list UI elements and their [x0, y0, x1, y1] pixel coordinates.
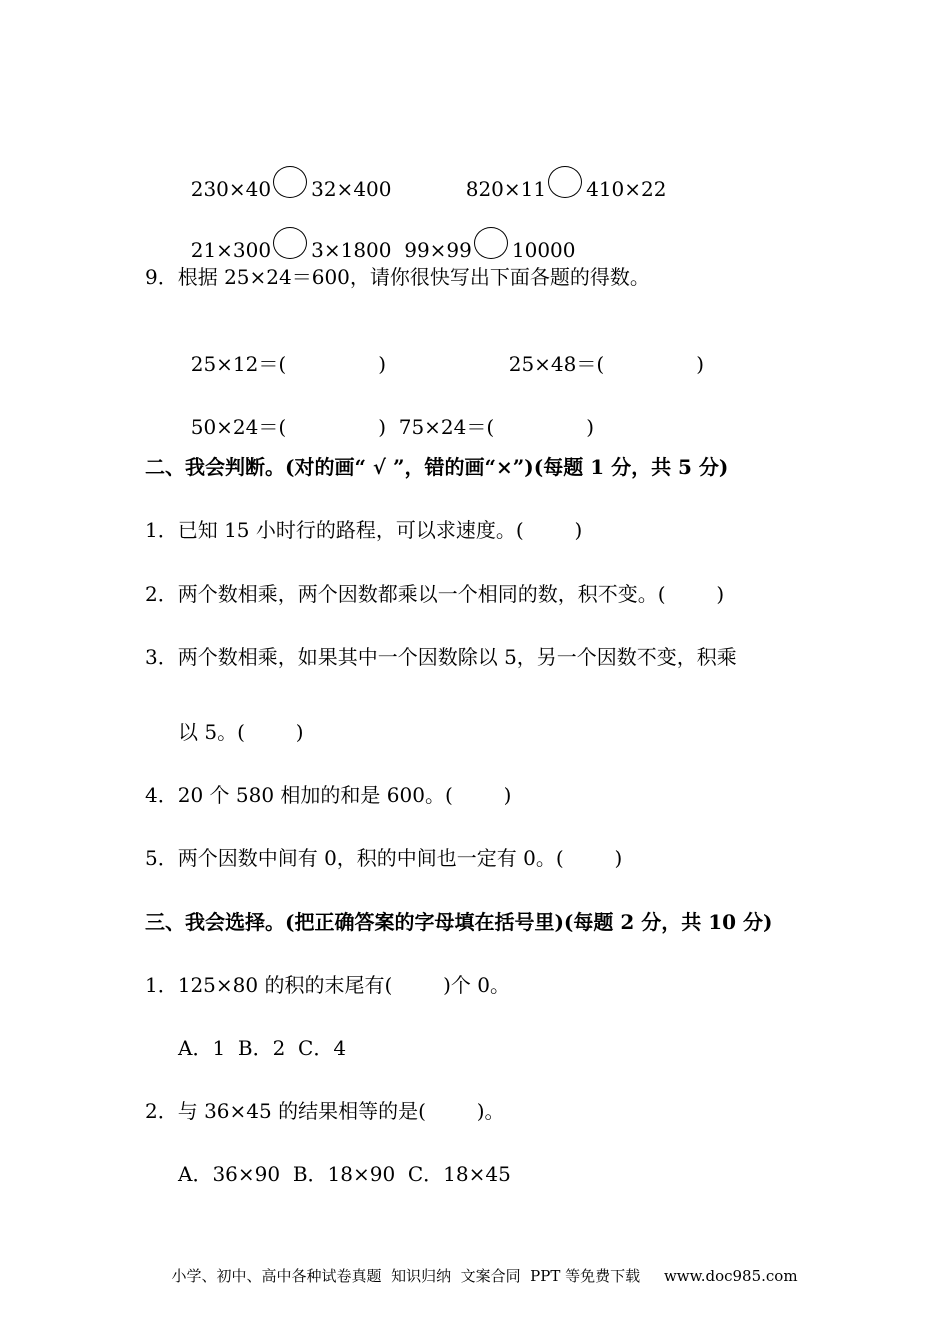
compare-expr: 10000 — [511, 238, 576, 262]
section2-heading: 二、我会判断。(对的画“ √ ”，错的画“×”)(每题 1 分，共 5 分) — [145, 455, 729, 479]
judge-item-3-cont[interactable]: 以 5。( ) — [178, 720, 304, 744]
compare-expr: 820×11 — [465, 177, 547, 201]
section3-heading: 三、我会选择。(把正确答案的字母填在括号里)(每题 2 分，共 10 分) — [145, 910, 773, 934]
compare-circle-blank[interactable] — [548, 166, 582, 198]
compare-circle-blank[interactable] — [273, 166, 307, 198]
page-footer — [162, 1246, 798, 1286]
compare-expr: 3×1800 — [311, 238, 392, 262]
choice-q1-options: A．1 B．2 C．4 — [178, 1036, 347, 1060]
q9-item-row2: 50×24＝( ) 75×24＝( ) — [190, 415, 594, 439]
footer-url[interactable]: www.doc985.com — [663, 1267, 798, 1285]
judge-item-4[interactable]: 4．20 个 580 相加的和是 600。( ) — [145, 783, 512, 807]
judge-item-5[interactable]: 5．两个因数中间有 0，积的中间也一定有 0。( ) — [145, 846, 623, 870]
footer-text: 小学、初中、高中各种试卷真题 知识归纳 文案合同 PPT 等免费下载 — [171, 1267, 641, 1285]
judge-item-3: 3．两个数相乘，如果其中一个因数除以 5，另一个因数不变，积乘 — [145, 645, 737, 669]
judge-item-1[interactable]: 1．已知 15 小时行的路程，可以求速度。( ) — [145, 518, 583, 542]
compare-expr: 21×300 — [190, 238, 272, 262]
q9-item: 25×12＝( ) — [190, 352, 386, 376]
compare-row-1 — [178, 142, 392, 201]
compare-expr: 99×99 — [404, 238, 472, 262]
choice-q1-stem[interactable]: 1．125×80 的积的末尾有( )个 0。 — [145, 973, 511, 997]
compare-expr: 230×40 — [190, 177, 272, 201]
q9-title: 9．根据 25×24＝600，请你很快写出下面各题的得数。 — [145, 265, 650, 289]
q9-item: 25×48＝( ) — [508, 352, 704, 376]
compare-expr: 410×22 — [586, 177, 667, 201]
judge-item-2[interactable]: 2．两个数相乘，两个因数都乘以一个相同的数，积不变。( ) — [145, 582, 725, 606]
compare-row-2 — [178, 203, 576, 262]
choice-q2-options: A．36×90 B．18×90 C．18×45 — [178, 1162, 511, 1186]
compare-expr: 32×400 — [311, 177, 392, 201]
compare-circle-blank[interactable] — [273, 227, 307, 259]
compare-circle-blank[interactable] — [474, 227, 508, 259]
compare-row-1b — [453, 142, 667, 201]
choice-q2-stem[interactable]: 2．与 36×45 的结果相等的是( )。 — [145, 1099, 505, 1123]
